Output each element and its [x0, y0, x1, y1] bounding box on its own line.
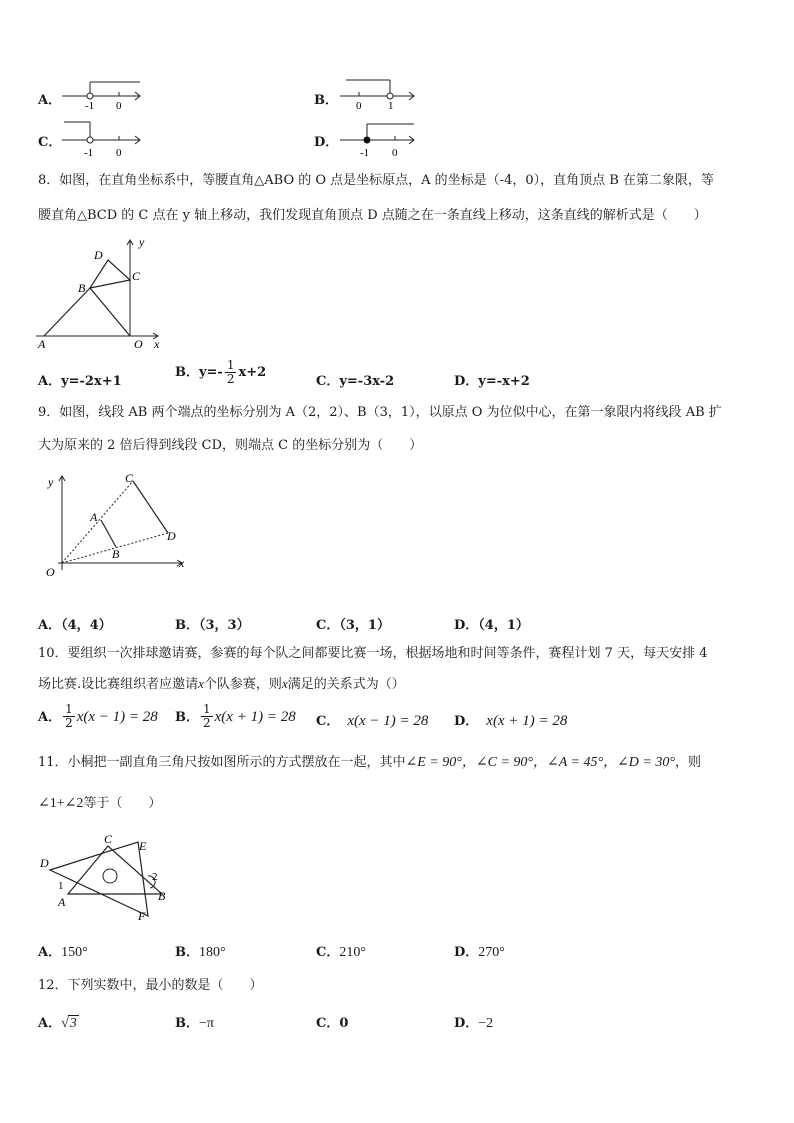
q10-var-x-2: x — [281, 676, 288, 691]
q11-option-d — [454, 941, 505, 961]
q10-option-a-expr: x(x − 1) = 28 — [76, 709, 158, 725]
q8-stem-line-1: 8．如图，在直角坐标系中，等腰直角△ABO 的 O 点是坐标原点，A 的坐标是（-4，0），直角顶点 B 在第二象限，等 — [38, 173, 714, 188]
q11-option-d-label: D． — [454, 945, 479, 960]
q10-option-b-expr: x(x + 1) = 28 — [214, 709, 296, 725]
q12-option-d-label: D． — [454, 1016, 479, 1031]
q7-option-c-number-line — [60, 118, 144, 158]
q12-stem: 12．下列实数中，最小的数是（ ） — [38, 978, 263, 993]
q8-label-o: O — [134, 337, 143, 350]
q9-option-b: B．（3，3） — [175, 618, 250, 633]
q11-angle-sum: ∠1+∠2 — [38, 796, 84, 811]
q11-option-a-value: 150° — [61, 945, 88, 960]
q9-label-b: B — [112, 547, 120, 561]
q8-label-b: B — [78, 281, 86, 295]
q11-stem-part-3: 等于（ ） — [83, 796, 162, 811]
q10-option-b-denominator: 2 — [203, 716, 211, 730]
q11-label-c: C — [104, 832, 113, 846]
q11-option-c — [316, 941, 366, 961]
q11-option-c-value: 210° — [339, 945, 366, 960]
q12-option-d — [454, 1012, 493, 1032]
q10-option-c — [316, 710, 428, 730]
q11-label-d: D — [40, 856, 49, 870]
q9-option-c: C．（3，1） — [316, 618, 390, 633]
q9-option-a: A．（4，4） — [38, 618, 112, 633]
q8-option-c: C．y=-3x-2 — [316, 374, 395, 389]
q9-stem-line-2: 大为原来的 2 倍后得到线段 CD，则端点 C 的坐标分别为（ ） — [38, 438, 423, 453]
q11-label-1: 1 — [58, 880, 64, 892]
q10-stem-part-3: 满足的关系式为（） — [287, 677, 405, 692]
q10-stem-line-1: 10．要组织一次排球邀请赛，参赛的每个队之间都要比赛一场，根据场地和时间等条件，赛程计划 7 天，每天安排 4 — [38, 646, 708, 661]
q12-option-c — [316, 1012, 348, 1031]
q7-option-d-label: D． — [314, 135, 339, 150]
q12-option-b-label: B． — [175, 1016, 199, 1031]
q10-option-b-label: B． — [175, 710, 199, 725]
q10-stem-line-2 — [38, 674, 405, 695]
q10-option-d — [454, 710, 567, 730]
q9-label-o: O — [46, 565, 55, 579]
q8-label-a: A — [38, 337, 46, 350]
q8-label-x: x — [154, 337, 160, 350]
q11-option-d-value: 270° — [478, 945, 505, 960]
q7-a-tick-1: -1 — [85, 100, 95, 110]
q11-stem-part-2: ，则 — [674, 755, 701, 770]
q10-option-b-numerator: 1 — [203, 702, 211, 716]
q7-a-tick-2: 0 — [116, 100, 122, 110]
q11-option-b-label: B． — [175, 945, 199, 960]
q12-option-a-radicand: 3 — [69, 1016, 77, 1031]
q7-option-a-label: A． — [38, 93, 62, 108]
q8-label-y: y — [139, 238, 145, 249]
q8-option-b — [175, 359, 266, 386]
q9-label-x: x — [179, 556, 185, 570]
q11-stem-line-1 — [38, 753, 701, 773]
q7-option-a-number-line — [60, 76, 144, 110]
q11-stem-line-2 — [38, 794, 161, 814]
q10-option-d-label: D． — [454, 714, 479, 729]
q8-option-b-prefix: B．y=- — [175, 365, 223, 380]
q8-label-d: D — [94, 248, 103, 262]
q10-option-d-expr: x(x + 1) = 28 — [486, 713, 568, 729]
q11-label-2: 2 — [152, 871, 158, 883]
q12-option-d-value: −2 — [478, 1016, 494, 1031]
q11-option-c-label: C． — [316, 945, 340, 960]
q11-stem-part-1: 11．小桐把一副直角三角尺按如图所示的方式摆放在一起，其中 — [38, 755, 406, 770]
q12-option-a-value — [61, 1016, 79, 1031]
q8-option-a: A．y=-2x+1 — [38, 374, 122, 389]
q9-label-a: A — [90, 510, 98, 524]
q10-stem-part-1: 场比赛.设比赛组织者应邀请 — [38, 677, 199, 692]
q8-label-c: C — [132, 269, 141, 283]
q11-option-a-label: A． — [38, 945, 62, 960]
q7-b-tick-1: 0 — [356, 100, 362, 110]
q10-option-a-label: A． — [38, 710, 62, 725]
q9-figure — [40, 470, 190, 580]
q10-stem-part-2: 个队参赛，则 — [203, 677, 282, 692]
q7-d-tick-2: 0 — [392, 147, 398, 158]
q8-option-b-numerator: 1 — [226, 358, 235, 372]
q7-option-b-number-line — [338, 76, 418, 110]
q7-b-tick-2: 1 — [388, 100, 394, 110]
q8-option-b-suffix: x+2 — [238, 365, 267, 380]
q11-angle-conditions: ∠E = 90°，∠C = 90°，∠A = 45°，∠D = 30° — [405, 755, 675, 770]
q12-option-a — [38, 1012, 79, 1032]
q7-option-b-label: B． — [314, 93, 338, 108]
q11-label-f: F — [138, 909, 146, 923]
q8-stem-line-2: 腰直角△BCD 的 C 点在 y 轴上移动，我们发现直角顶点 D 点随之在一条直线上移动，这条直线的解析式是（ ） — [38, 208, 707, 223]
q8-option-b-denominator: 2 — [226, 372, 235, 386]
q9-stem-line-1: 9．如图，线段 AB 两个端点的坐标分别为 A（2，2）、B（3，1），以原点 O 为位似中心，在第一象限内将线段 AB 扩 — [38, 405, 722, 420]
q11-figure — [36, 828, 176, 924]
q10-option-c-label: C． — [316, 714, 340, 729]
q10-option-a — [38, 703, 158, 730]
q8-figure — [36, 238, 166, 350]
q12-option-b — [175, 1012, 214, 1032]
q12-option-c-value: 0 — [339, 1016, 349, 1031]
q11-label-a: A — [58, 895, 66, 909]
q12-option-a-label: A． — [38, 1016, 62, 1031]
q11-label-b: B — [158, 889, 166, 903]
q10-option-a-numerator: 1 — [65, 702, 73, 716]
q8-option-d: D．y=-x+2 — [454, 374, 530, 389]
q10-var-x-1: x — [198, 676, 204, 691]
q12-option-b-value: −π — [199, 1016, 214, 1031]
q9-label-y: y — [48, 475, 54, 489]
q9-option-d: D．（4，1） — [454, 618, 529, 633]
q11-option-a — [38, 941, 88, 961]
q7-c-tick-1: -1 — [84, 147, 94, 158]
q11-option-b — [175, 941, 226, 961]
q9-label-d: D — [167, 529, 176, 543]
q11-option-b-value: 180° — [199, 945, 226, 960]
q9-label-c: C — [125, 471, 134, 485]
q7-d-tick-1: -1 — [360, 147, 370, 158]
q10-option-b — [175, 703, 296, 730]
q7-c-tick-2: 0 — [116, 147, 122, 158]
q7-option-d-number-line — [338, 118, 418, 158]
q10-option-a-denominator: 2 — [65, 716, 73, 730]
sqrt-symbol-icon: √ — [61, 1016, 69, 1031]
q10-option-c-expr: x(x − 1) = 28 — [347, 713, 429, 729]
q11-label-e: E — [139, 839, 147, 853]
q12-option-c-label: C． — [316, 1016, 340, 1031]
q7-option-c-label: C． — [38, 135, 62, 150]
